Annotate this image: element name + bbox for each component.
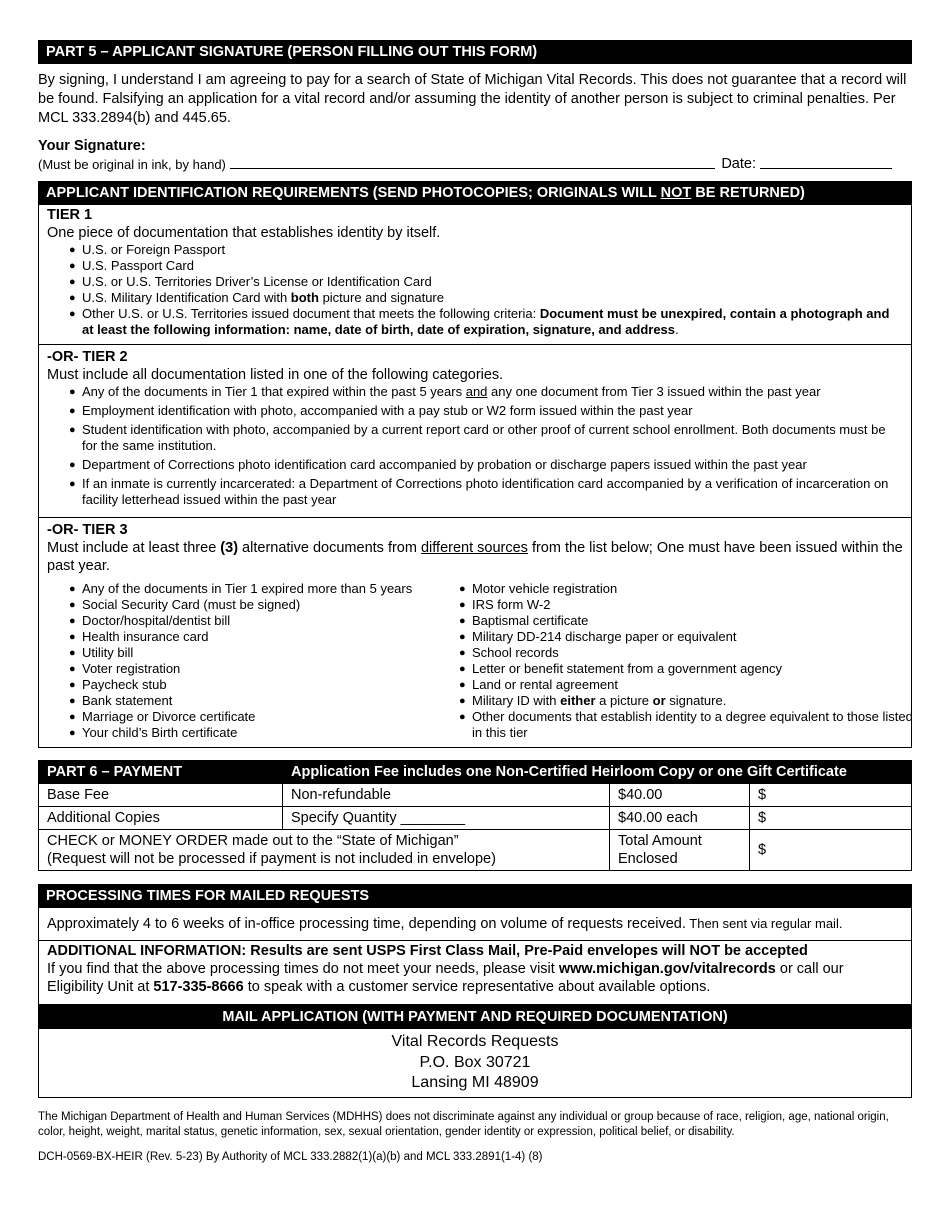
- signature-field[interactable]: [230, 155, 715, 169]
- list-item: ● Bank statement: [69, 693, 459, 709]
- tier3-intro: [47, 539, 903, 575]
- tier2-first-end: any one document from Tier 3 issued within the past year: [487, 384, 821, 399]
- list-item: ● Social Security Card (must be signed): [69, 597, 459, 613]
- tier2-section: [39, 345, 911, 518]
- fee-amount-field[interactable]: $: [750, 784, 912, 807]
- list-item: ● IRS form W-2: [459, 597, 919, 613]
- list-item: ● Department of Corrections photo identification card accompanied by probation or discharge papers issued within the past year: [69, 457, 903, 473]
- list-item: [459, 693, 919, 709]
- tier2-first-text: Any of the documents in Tier 1 that expired within the past 5 years: [82, 384, 466, 399]
- check-instructions: [39, 830, 610, 871]
- quantity-field[interactable]: Specify Quantity ________: [283, 807, 610, 830]
- fee-price: $40.00 each: [610, 807, 750, 830]
- list-item: ● Employment identification with photo, accompanied with a pay stub or W2 form issued within the past year: [69, 403, 903, 419]
- list-item: ● Any of the documents in Tier 1 expired more than 5 years: [69, 581, 459, 597]
- part6-header-note: Application Fee includes one Non-Certified Heirloom Copy or one Gift Certificate: [283, 761, 912, 784]
- tier3-intro-text: Must include at least three: [47, 540, 221, 556]
- signature-hint: (Must be original in ink, by hand): [38, 157, 226, 172]
- fee-amount-field[interactable]: $: [750, 807, 912, 830]
- form-page: [38, 40, 912, 1163]
- list-item: [69, 384, 903, 400]
- part6-header: PART 6 – PAYMENT: [39, 761, 283, 784]
- tier3-intro-end: from the list below; One must have been issued within the past year.: [47, 540, 903, 574]
- tier2-and: and: [465, 384, 488, 399]
- address-line1: Vital Records Requests: [391, 1033, 559, 1050]
- list-item: ● U.S. or U.S. Territories Driver’s License or Identification Card: [69, 274, 903, 290]
- list-item: ● Military DD-214 discharge paper or equivalent: [459, 629, 919, 645]
- mil-id-mid: a picture: [595, 693, 653, 708]
- signature-label: Your Signature:: [38, 138, 146, 154]
- fee-label: Additional Copies: [39, 807, 283, 830]
- add-text-mid: or call our Eligibility Unit at: [47, 961, 844, 995]
- additional-info-title: ADDITIONAL INFORMATION: Results are sent USPS First Class Mail, Pre-Paid envelopes will NOT be accepted: [47, 943, 808, 959]
- address-line2: P.O. Box 30721: [419, 1053, 531, 1071]
- other-doc-text: Other U.S. or U.S. Territories issued document that meets the following criteria:: [82, 306, 540, 321]
- list-item: ● Voter registration: [69, 661, 459, 677]
- add-text: If you find that the above processing times do not meet your needs, please visit: [47, 961, 559, 977]
- list-item: ● Utility bill: [69, 645, 459, 661]
- tier1-intro: One piece of documentation that establishes identity by itself.: [47, 225, 441, 241]
- list-item: ● Your child’s Birth certificate: [69, 725, 459, 741]
- table-row: [39, 784, 912, 807]
- mail-address: [38, 1029, 912, 1098]
- total-amount-field[interactable]: $: [750, 830, 912, 871]
- payment-table: [38, 760, 912, 871]
- table-row: [39, 830, 912, 871]
- processing-header: PROCESSING TIMES FOR MAILED REQUESTS: [38, 884, 912, 908]
- list-item: [69, 306, 903, 338]
- payment-header: [39, 761, 912, 784]
- list-item: ● Doctor/hospital/dentist bill: [69, 613, 459, 629]
- tier3-left-list: [47, 581, 459, 741]
- nondiscrimination-statement: The Michigan Department of Health and Human Services (MDHHS) does not discriminate against any individual or group because of race, religion, age, national origin, color, height, weight, marital status, genetic information, sex, sexual orientation, gender identity or expression, political belief, or disability.: [38, 1110, 889, 1138]
- part5-statement: By signing, I understand I am agreeing to pay for a search of State of Michigan Vital Records. This does not guarantee that a record will be found. Falsifying an application for a vital record and/or assuming the identity of another person is subject to criminal penalties. Per MCL 333.2894(b) and 445.65.: [38, 72, 907, 126]
- processing-text: [39, 908, 911, 941]
- fee-desc: Non-refundable: [283, 784, 610, 807]
- list-item: ● U.S. Passport Card: [69, 258, 903, 274]
- list-item: ● Marriage or Divorce certificate: [69, 709, 459, 725]
- id-header-text-end: BE RETURNED): [691, 185, 805, 201]
- list-item: ● Letter or benefit statement from a government agency: [459, 661, 919, 677]
- vitalrecords-link[interactable]: www.michigan.gov/vitalrecords: [558, 961, 776, 977]
- tier1-list: [47, 242, 903, 338]
- list-item: ● Baptismal certificate: [459, 613, 919, 629]
- list-item: ● Motor vehicle registration: [459, 581, 919, 597]
- tier2-title: -OR- TIER 2: [47, 349, 128, 365]
- other-doc-criteria: Document must be unexpired, contain a photograph and at least the following information: name, date of birth, date of expiration, signature, and address: [82, 306, 890, 337]
- date-field[interactable]: [760, 155, 892, 169]
- list-item: ● Other documents that establish identity to a degree equivalent to those listed in this tier: [459, 709, 919, 741]
- list-item: [69, 290, 903, 306]
- tier3-title: -OR- TIER 3: [47, 522, 128, 538]
- additional-info: [39, 941, 911, 1004]
- tier1-section: [39, 205, 911, 345]
- form-id: DCH-0569-BX-HEIR (Rev. 5-23) By Authority of MCL 333.2882(1)(a)(b) and MCL 333.2891(1-4) (8): [38, 1150, 543, 1163]
- processing-box: [38, 908, 912, 1005]
- tier3-intro-mid: alternative documents from: [238, 540, 421, 556]
- phone-number: 517-335-8666: [153, 979, 244, 995]
- mil-id-text: Military ID with: [472, 693, 561, 708]
- other-doc-end: .: [675, 322, 679, 337]
- address-line3: Lansing MI 48909: [411, 1074, 539, 1091]
- list-item: ● If an inmate is currently incarcerated: a Department of Corrections photo identification card accompanied by a verification of incarceration on facility letterhead issued within the past year: [69, 476, 903, 508]
- fee-price: $40.00: [610, 784, 750, 807]
- tier3-right-list: [459, 581, 919, 741]
- tier3-columns: [47, 581, 913, 741]
- check-line2: (Request will not be processed if payment is not included in envelope): [47, 851, 496, 867]
- table-row: [39, 807, 912, 830]
- additional-info-text: [47, 960, 903, 996]
- tier3-count: (3): [220, 540, 239, 556]
- total-line1: Total Amount: [618, 833, 702, 849]
- id-header-text: APPLICANT IDENTIFICATION REQUIREMENTS (SEND PHOTOCOPIES; ORIGINALS WILL: [46, 185, 661, 201]
- mail-header: MAIL APPLICATION (WITH PAYMENT AND REQUIRED DOCUMENTATION): [38, 1005, 912, 1029]
- total-line2: Enclosed: [618, 851, 678, 867]
- id-requirements-box: [38, 205, 912, 748]
- add-text-end: to speak with a customer service representative about available options.: [243, 979, 711, 995]
- check-line1: CHECK or MONEY ORDER made out to the “State of Michigan”: [47, 833, 459, 849]
- tier2-intro: Must include all documentation listed in one of the following categories.: [47, 367, 504, 383]
- tier1-title: TIER 1: [47, 207, 93, 223]
- list-item: ● Paycheck stub: [69, 677, 459, 693]
- fee-label: Base Fee: [39, 784, 283, 807]
- tier3-section: [39, 518, 911, 747]
- list-item: ● U.S. or Foreign Passport: [69, 242, 903, 258]
- total-label: [610, 830, 750, 871]
- mil-id-end: signature.: [665, 693, 727, 708]
- processing-small: Then sent via regular mail.: [685, 916, 843, 931]
- signature-row: [38, 155, 912, 172]
- list-item: ● Student identification with photo, accompanied by a current report card or other proof of current school enrollment. Both documents must be for the same institution.: [69, 422, 903, 454]
- list-item: ● Land or rental agreement: [459, 677, 919, 693]
- id-requirements-header: [38, 181, 912, 205]
- list-item: ● Health insurance card: [69, 629, 459, 645]
- military-bold: both: [290, 290, 319, 305]
- military-text: U.S. Military Identification Card with: [82, 290, 291, 305]
- tier3-different-sources: different sources: [420, 540, 528, 556]
- id-header-not: NOT: [660, 185, 692, 201]
- list-item: ● School records: [459, 645, 919, 661]
- military-text-end: picture and signature: [318, 290, 444, 305]
- processing-main: Approximately 4 to 6 weeks of in-office processing time, depending on volume of requests received.: [47, 916, 686, 932]
- part5-header: PART 5 – APPLICANT SIGNATURE (PERSON FILLING OUT THIS FORM): [38, 40, 912, 64]
- tier2-list: [47, 384, 903, 508]
- date-label: Date:: [721, 156, 756, 172]
- mil-id-either: either: [560, 693, 596, 708]
- mil-id-or: or: [652, 693, 666, 708]
